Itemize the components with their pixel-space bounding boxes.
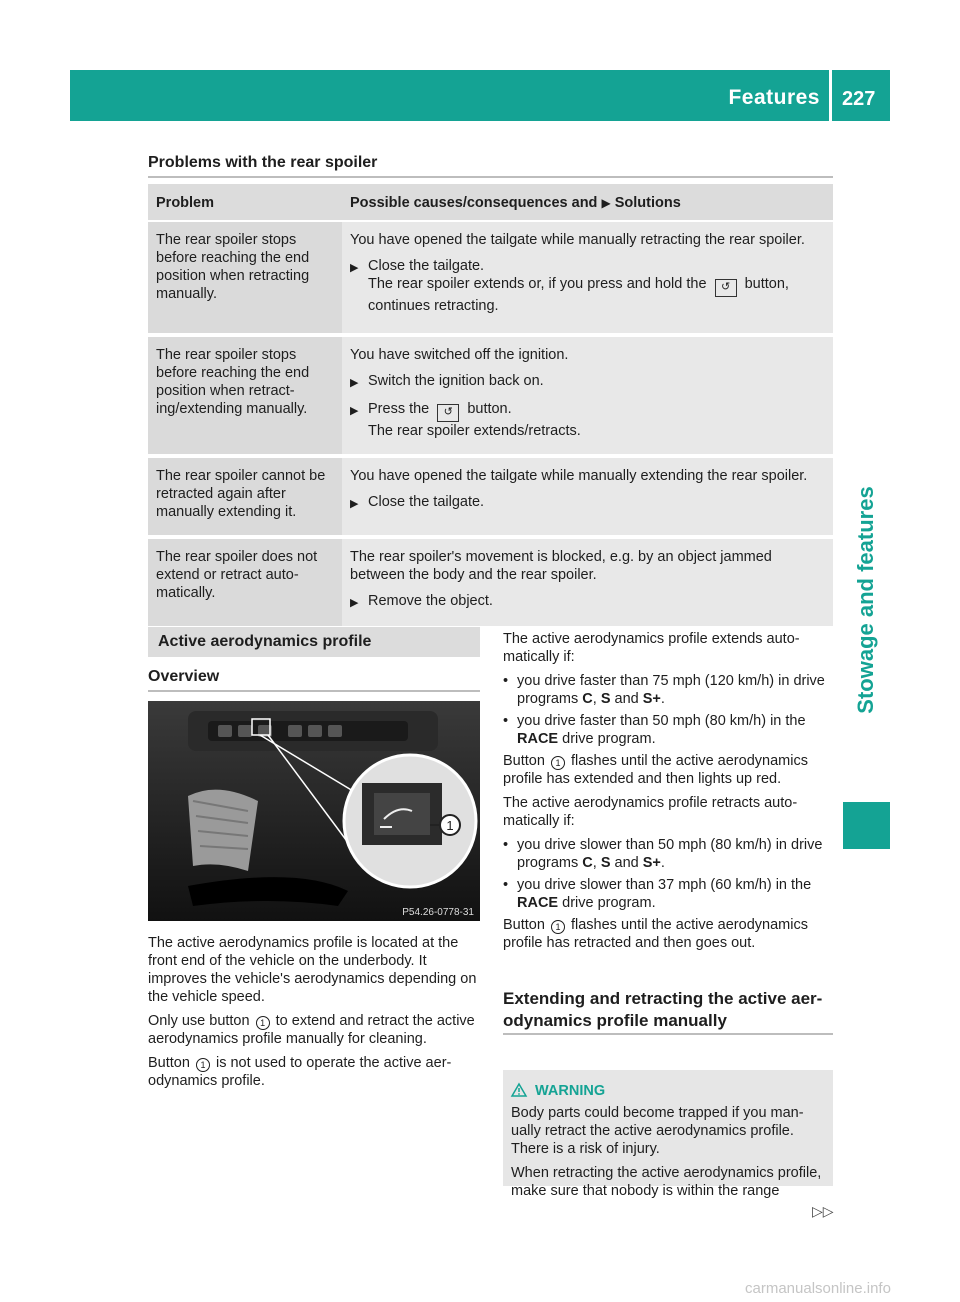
subsection-title-overview: Overview xyxy=(148,668,220,685)
button-1-icon: 1 xyxy=(256,1016,270,1030)
list-item xyxy=(503,876,835,912)
drive-program-race: RACE xyxy=(517,895,559,911)
table-row xyxy=(148,221,833,335)
solution-step xyxy=(350,400,825,440)
drive-program-s-plus: S+ xyxy=(642,855,661,871)
left-column-text xyxy=(148,934,480,1096)
overhead-console-photo xyxy=(148,701,480,921)
overview-paragraph: The active aerodynamics profile is located at the front end of the vehicle on the underbody. It improves the vehicle's aerodynamics depending on the vehicle speed. xyxy=(148,935,477,1005)
text-segment: to extend and retract the active aerodynamics profile manually for cleaning. xyxy=(148,1013,475,1047)
header-solutions-label: Solutions xyxy=(614,195,681,211)
solution-step xyxy=(350,592,825,612)
action-arrow-icon: ▶ xyxy=(350,405,359,417)
table-header-solutions xyxy=(342,184,833,221)
retracts-paragraph: The active aerodynamics profile retracts automatically if: xyxy=(503,795,798,829)
step-text: Remove the object. xyxy=(368,593,493,609)
text-segment: Only use button xyxy=(148,1013,250,1029)
warning-triangle-icon xyxy=(511,1083,527,1097)
problems-table xyxy=(148,184,833,630)
result-text: The rear spoiler extends/retracts. xyxy=(368,423,581,439)
drive-program-s: S xyxy=(600,855,611,871)
button-1-icon: 1 xyxy=(551,756,565,770)
section-title-active-aero: Active aerodynamics profile xyxy=(148,627,480,657)
text-segment: flashes until the active aerodynamics profile has extended and then lights up red. xyxy=(503,753,808,787)
bullet-icon: • xyxy=(503,877,509,893)
spoiler-button-icon: ↺ xyxy=(715,279,737,297)
warning-box xyxy=(503,1070,833,1199)
problem-cell: The rear spoiler stops before reaching the end position when retracting/extending manually. xyxy=(148,335,342,456)
section-rule xyxy=(503,1033,833,1035)
note-paragraph xyxy=(148,1054,480,1090)
solution-step xyxy=(350,257,825,315)
table-row xyxy=(148,537,833,628)
section-rule xyxy=(148,176,833,178)
page-number: 227 xyxy=(842,88,876,110)
continued-icon: ▷▷ xyxy=(812,1203,834,1219)
text-segment: and xyxy=(614,855,639,871)
subsection-title-manual: Extending and retracting the active aerodynamics profile manually xyxy=(503,989,823,1030)
step-text: Close the tailgate. xyxy=(368,258,485,274)
text-segment: Button xyxy=(148,1055,190,1071)
result-text-pre: The rear spoiler extends or, if you press and hold the xyxy=(368,276,707,292)
spoiler-button-icon: ↺ xyxy=(437,404,459,422)
watermark: carmanualsonline.info xyxy=(745,1280,891,1297)
text-segment: you drive slower than 37 mph (60 km/h) in the xyxy=(517,877,812,893)
text-segment: Button xyxy=(503,917,545,933)
extends-status-paragraph xyxy=(503,752,835,788)
table-header-problem: Problem xyxy=(148,184,342,221)
text-segment: you drive faster than 50 mph (80 km/h) in the xyxy=(517,713,806,729)
text-segment: is not used to operate the active aerodynamics profile. xyxy=(148,1055,452,1089)
right-column-text xyxy=(503,630,835,958)
action-arrow-icon: ▶ xyxy=(601,196,611,210)
step-text: Close the tailgate. xyxy=(368,494,485,510)
step-text-post: button. xyxy=(467,401,512,417)
section-rule xyxy=(148,690,480,692)
list-item: • you drive slower than 50 mph (80 km/h) in drive programs C, S and S+. xyxy=(503,837,823,871)
table-row xyxy=(148,335,833,456)
usage-paragraph xyxy=(148,1012,480,1048)
callout-number: 1 xyxy=(446,818,454,833)
action-arrow-icon: ▶ xyxy=(350,498,359,510)
chapter-title: Features xyxy=(728,86,820,109)
text-segment: and xyxy=(614,691,639,707)
list-item: • you drive faster than 75 mph (120 km/h) in drive programs C, S and S+. xyxy=(503,673,825,707)
header-solutions-text: Possible causes/consequences and xyxy=(350,195,598,211)
bullet-icon: • xyxy=(503,837,509,853)
solution-step xyxy=(350,493,825,513)
action-arrow-icon: ▶ xyxy=(350,597,359,609)
side-tab-marker xyxy=(843,802,890,849)
cause-text: You have opened the tailgate while manually extending the rear spoiler. xyxy=(350,468,808,484)
drive-program-c: C xyxy=(582,855,593,871)
warning-text: When retracting the active aerodynamics profile, make sure that nobody is within the range xyxy=(511,1165,822,1199)
drive-program-s: S xyxy=(600,691,611,707)
cause-text: The rear spoiler's movement is blocked, e.g. by an object jammed between the body and the rear spoiler. xyxy=(350,549,772,583)
solution-step xyxy=(350,372,825,392)
drive-program-race: RACE xyxy=(517,731,559,747)
table-header-row xyxy=(148,184,833,221)
step-text-pre: Press the xyxy=(368,401,430,417)
solution-cell xyxy=(342,537,833,628)
warning-title: WARNING xyxy=(535,1083,606,1099)
solution-cell xyxy=(342,221,833,335)
action-arrow-icon: ▶ xyxy=(350,262,359,274)
problem-cell: The rear spoiler does not extend or retract automatically. xyxy=(148,537,342,628)
warning-text: Body parts could become trapped if you manually retract the active aerodynamics profile. There is a risk of injury. xyxy=(511,1105,804,1157)
text-segment: you drive slower than 50 mph (80 km/h) in drive programs xyxy=(517,837,823,871)
section-title-problems: Problems with the rear spoiler xyxy=(148,154,378,171)
text-segment: drive program. xyxy=(562,731,656,747)
step-text: Switch the ignition back on. xyxy=(368,373,544,389)
action-arrow-icon: ▶ xyxy=(350,377,359,389)
side-section-label: Stowage and features xyxy=(853,486,878,714)
bullet-icon: • xyxy=(503,713,509,729)
drive-program-s-plus: S+ xyxy=(642,691,661,707)
photo-reference-label: P54.26-0778-31 xyxy=(402,907,474,918)
drive-program-c: C xyxy=(582,691,593,707)
table-row xyxy=(148,456,833,537)
result-text-post: button, continues retracting. xyxy=(368,276,789,314)
retracts-status-paragraph xyxy=(503,916,835,952)
list-item xyxy=(503,712,835,748)
button-1-icon: 1 xyxy=(551,920,565,934)
text-segment: you drive faster than 75 mph (120 km/h) in drive programs xyxy=(517,673,825,707)
cause-text: You have switched off the ignition. xyxy=(350,347,569,363)
solution-cell xyxy=(342,335,833,456)
problem-cell: The rear spoiler stops before reaching the end position when retracting manually. xyxy=(148,221,342,335)
problem-cell: The rear spoiler cannot be retracted again after manually extending it. xyxy=(148,456,342,537)
button-1-icon: 1 xyxy=(196,1058,210,1072)
cause-text: You have opened the tailgate while manually retracting the rear spoiler. xyxy=(350,232,805,248)
text-segment: Button xyxy=(503,753,545,769)
header-separator xyxy=(829,70,832,121)
bullet-icon: • xyxy=(503,673,509,689)
text-segment: drive program. xyxy=(562,895,656,911)
text-segment: flashes until the active aerodynamics profile has retracted and then goes out. xyxy=(503,917,808,951)
solution-cell xyxy=(342,456,833,537)
extends-paragraph: The active aerodynamics profile extends automatically if: xyxy=(503,631,800,665)
